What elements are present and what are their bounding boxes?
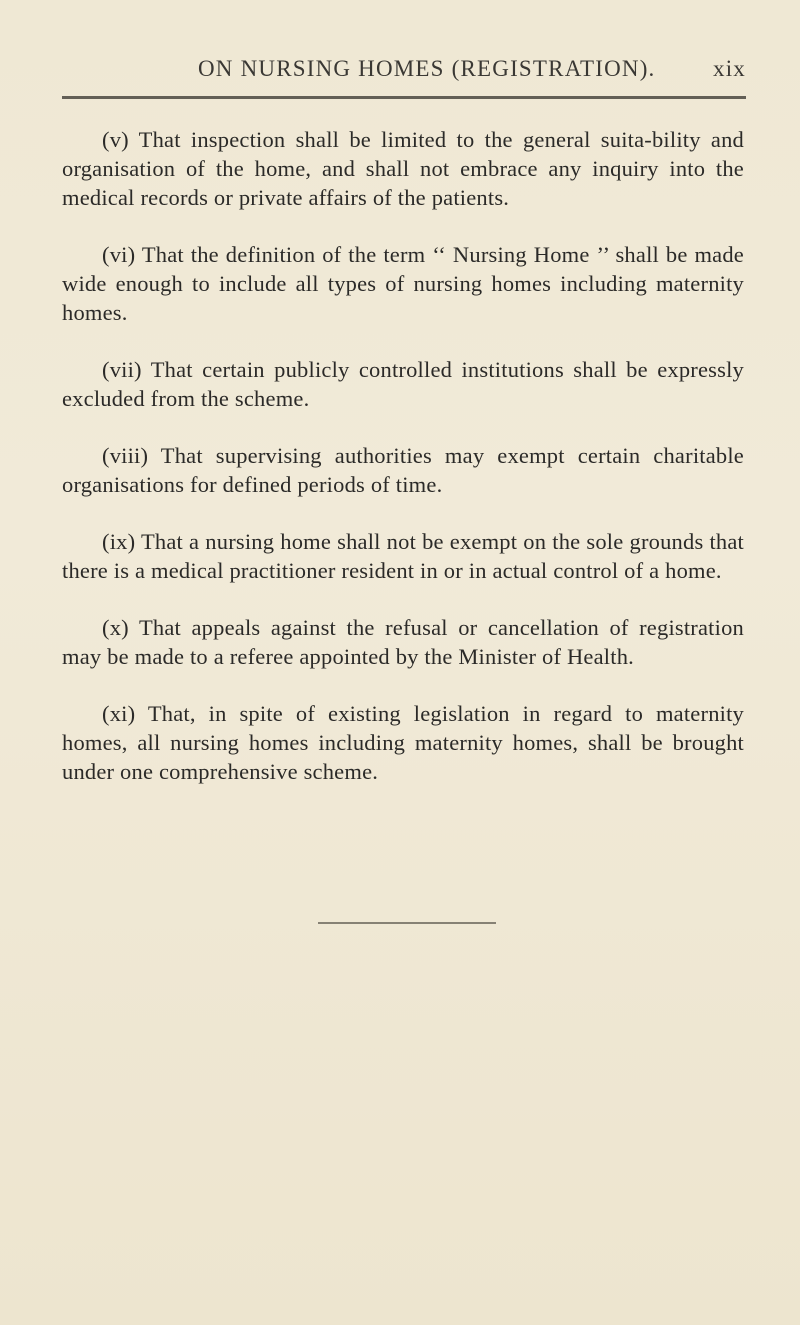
clause-v: (v) That inspection shall be limited to the general suita-bility and organisation of the home, and shall not embrace any inquiry into the medical records or private affairs of the patients. <box>62 127 744 210</box>
header-rule <box>62 96 746 99</box>
clauses-list <box>62 125 744 814</box>
clause-ix: (ix) That a nursing home shall not be exempt on the sole grounds that there is a medical practitioner resident in or in actual control of a home. <box>62 529 744 583</box>
clause-viii: (viii) That supervising authorities may exempt certain charitable organisations for defined periods of time. <box>62 443 744 497</box>
clause-vii: (vii) That certain publicly controlled institutions shall be expressly excluded from the scheme. <box>62 357 744 411</box>
clause-xi: (xi) That, in spite of existing legislation in regard to maternity homes, all nursing homes including maternity homes, shall be brought under one comprehensive scheme. <box>62 701 744 784</box>
clause-x: (x) That appeals against the refusal or cancellation of registration may be made to a referee appointed by the Minister of Health. <box>62 615 744 669</box>
running-head-title: ON NURSING HOMES (REGISTRATION). <box>198 56 656 81</box>
end-rule <box>318 922 496 924</box>
page-number: xix <box>713 56 746 81</box>
clause-vi: (vi) That the definition of the term ‘‘ Nursing Home ’’ shall be made wide enough to include all types of nursing homes including maternity homes. <box>62 242 744 325</box>
